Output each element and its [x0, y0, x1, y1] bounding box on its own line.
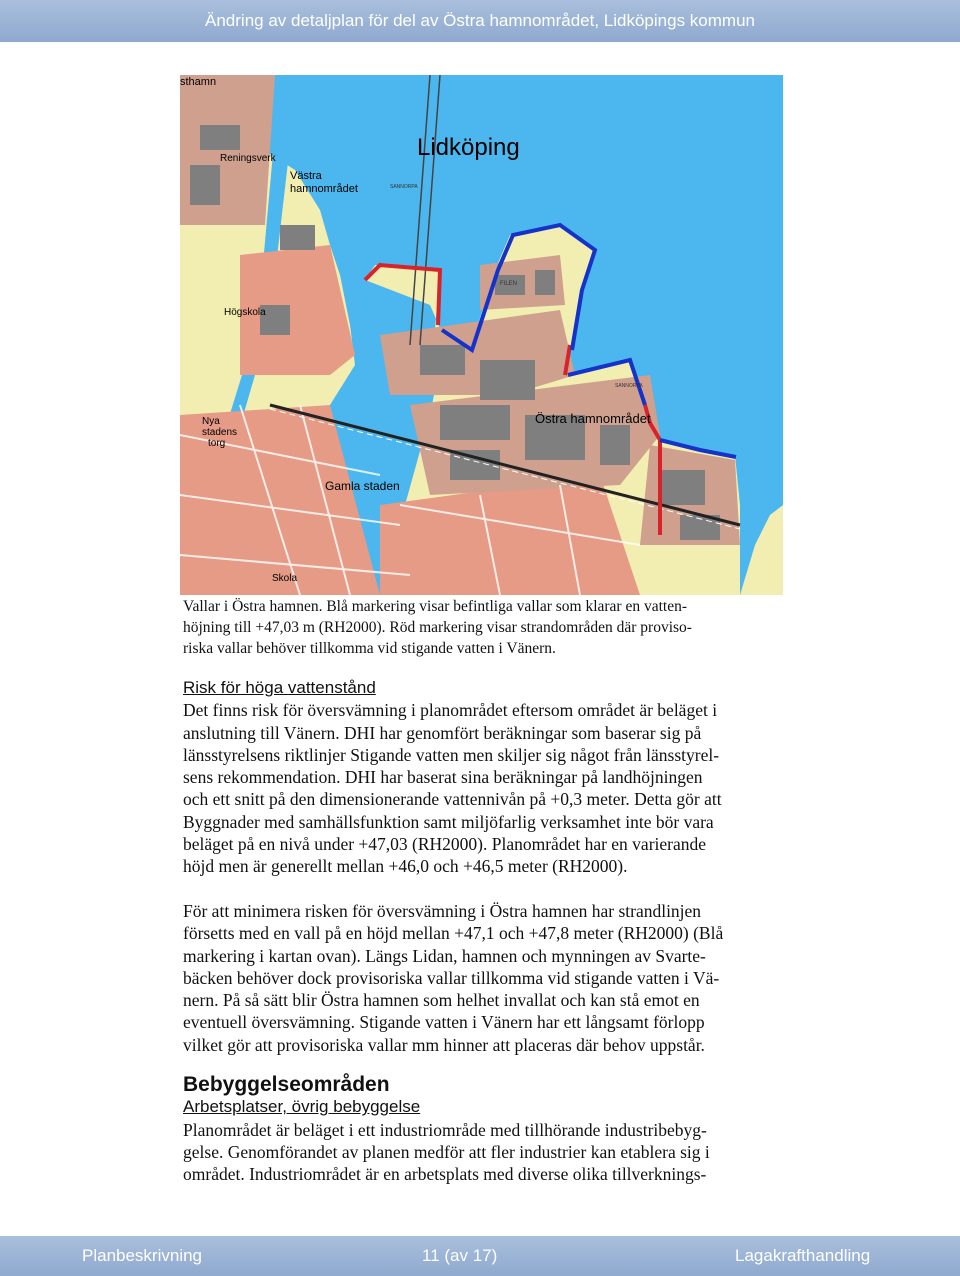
map-figure — [180, 75, 783, 595]
map-label-gamla-staden: Gamla staden — [325, 479, 400, 493]
header-bar — [0, 0, 960, 42]
section-heading: Risk för höga vattenstånd — [183, 678, 376, 697]
map-label-sannorpa: SANNORPA — [615, 383, 643, 389]
section-flood-mitigation: För att minimera risken för översvämning i Östra hamnen har strandlinjen försetts med en vall på en höjd mellan +47,1 och +47,8 meter (RH2000) (Blå markering i kartan ovan). Längs Lidan, hamnen och mynningen av Svarte- bäcken behöver dock provisoriska vallar tillkomma vid stigande vatten i Vä- nern. På så sätt blir Östra hamnen som helhet invallat och kan stå emot en eventuell översvämning. Stigande vatten i Vänern har ett långsamt förlopp vilket gör att provisoriska vallar mm hinner att placeras där behov uppstår. — [183, 901, 724, 1055]
map-label-ostra-hamnomradet: Östra hamnområdet — [535, 411, 651, 426]
map-label-torg: torg — [208, 438, 226, 449]
map-caption: Vallar i Östra hamnen. Blå markering visar befintliga vallar som klarar en vatten- höjning till +47,03 m (RH2000). Röd markering visar strandområden där proviso- riska vallar behöver tillkomma vid stigande vatten i Vänern. — [183, 598, 692, 657]
footer-bar — [0, 1236, 960, 1276]
footer-document-type: Planbeskrivning — [82, 1246, 203, 1265]
map-label-hogskola: Högskola — [224, 307, 266, 318]
section-flood-risk: Risk för höga vattenstånd Det finns risk för översvämning i planområdet eftersom området är beläget i anslutning till Vänern. DHI har genomfört beräkningar som baserar sig på länsstyrelsens riktlinjer Stigande vatten men skiljer sig något från länsstyrel- sens rekommendation. DHI har baserat sina beräkningar på landhöjningen och ett snitt på den dimensionerande vattennivån på +0,3 meter. Detta gör att Byggnader med samhällsfunktion samt miljöfarlig verksamhet inte bör vara beläget på en nivå under +47,03 (RH2000). Planområdet har en varierande höjd men är generellt mellan +46,0 och +46,5 meter (RH2000). — [183, 677, 783, 878]
map-label-westharbor: sthamn — [180, 76, 217, 88]
section-built-areas: Bebyggelseområden Arbetsplatser, övrig bebyggelse Planområdet är beläget i ett industriområde med tillhörande industribebyg- gelse. Genomförandet av planen medför att fler industrier kan etablera sig i området. Industriområdet är en arbetsplats med diverse olika tillverknings- — [183, 1074, 783, 1185]
map-label-nya: Nya — [202, 416, 220, 427]
section-subheading: Arbetsplatser, övrig bebyggelse — [183, 1097, 421, 1117]
map-label-sannorpa: SANNORPA — [390, 184, 418, 190]
map-label-vastra: Västra — [290, 170, 322, 182]
map-label-filen: FILEN — [500, 281, 518, 287]
footer-status: Lagakrafthandling — [735, 1246, 871, 1265]
map-label-hamnomradet: hamnområdet — [290, 183, 358, 195]
map-label-reningsverk: Reningsverk — [220, 153, 276, 164]
map-label-stadens: stadens — [202, 427, 238, 438]
page-number: 11 (av 17) — [422, 1246, 498, 1265]
document-title: Ändring av detaljplan för del av Östra hamnområdet, Lidköpings kommun — [205, 11, 755, 30]
map-label-skola: Skola — [272, 573, 298, 584]
section-heading: Bebyggelseområden — [183, 1073, 390, 1096]
map-label-lidkoping: Lidköping — [417, 134, 520, 161]
